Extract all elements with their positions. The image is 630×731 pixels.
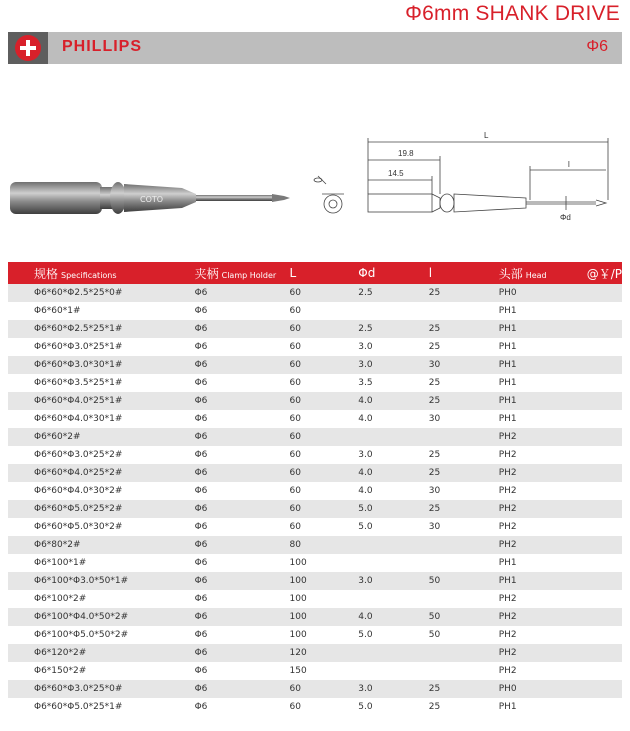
cell-working-length: 25 xyxy=(428,468,441,478)
cell-price xyxy=(583,482,622,500)
cell-diameter: 4.0 xyxy=(358,486,373,496)
table-row xyxy=(8,590,622,608)
table-row xyxy=(8,626,622,644)
header-L: L xyxy=(289,266,297,280)
cell-price xyxy=(583,662,622,680)
cell-diameter xyxy=(354,554,425,572)
cell-clamp: Φ6 xyxy=(194,396,208,406)
cell-price xyxy=(583,536,622,554)
cell-length: 80 xyxy=(289,540,301,550)
dim-d-label: Φd xyxy=(560,213,571,222)
cell-price xyxy=(583,446,622,464)
dim-L-label: L xyxy=(484,131,489,140)
table-row xyxy=(8,338,622,356)
cell-head: PH2 xyxy=(498,468,517,478)
cell-spec: Φ6*100*Φ5.0*50*2# xyxy=(34,630,129,640)
table-row xyxy=(8,554,622,572)
dim-l-label: l xyxy=(568,160,570,169)
cell-head: PH2 xyxy=(498,522,517,532)
cell-clamp: Φ6 xyxy=(194,468,208,478)
cell-price xyxy=(583,572,622,590)
cell-diameter: 5.0 xyxy=(358,702,373,712)
cell-head: PH1 xyxy=(498,378,517,388)
cell-diameter: 3.0 xyxy=(358,684,373,694)
cell-clamp: Φ6 xyxy=(194,486,208,496)
cell-diameter: 5.0 xyxy=(358,522,373,532)
table-row xyxy=(8,698,622,716)
cell-head: PH2 xyxy=(498,450,517,460)
cell-diameter xyxy=(354,662,425,680)
table-body xyxy=(8,284,622,716)
cell-length: 60 xyxy=(289,486,301,496)
cell-clamp: Φ6 xyxy=(194,540,208,550)
header-head: 头部 Head xyxy=(498,266,547,281)
cell-working-length xyxy=(425,644,495,662)
cell-price xyxy=(583,302,622,320)
cell-spec: Φ6*100*Φ4.0*50*2# xyxy=(34,612,129,622)
cell-length: 100 xyxy=(289,630,307,640)
cell-diameter: 5.0 xyxy=(358,630,373,640)
cell-spec: Φ6*60*Φ4.0*30*1# xyxy=(34,414,123,424)
cell-length: 60 xyxy=(289,504,301,514)
cell-clamp: Φ6 xyxy=(194,576,208,586)
table-row xyxy=(8,518,622,536)
cell-spec: Φ6*60*Φ4.0*25*1# xyxy=(34,396,123,406)
table-row xyxy=(8,410,622,428)
cell-head: PH1 xyxy=(498,414,517,424)
table-row xyxy=(8,644,622,662)
cell-head: PH1 xyxy=(498,342,517,352)
cell-spec: Φ6*60*1# xyxy=(34,306,81,316)
cell-length: 60 xyxy=(289,432,301,442)
dim-14-5-label: 14.5 xyxy=(388,169,404,178)
cell-head: PH2 xyxy=(498,666,517,676)
table-row xyxy=(8,464,622,482)
cell-length: 100 xyxy=(289,612,307,622)
cell-head: PH1 xyxy=(498,576,517,586)
cell-price xyxy=(583,464,622,482)
cell-diameter: 4.0 xyxy=(358,396,373,406)
cell-working-length xyxy=(425,428,495,446)
table-row xyxy=(8,374,622,392)
cell-price xyxy=(583,356,622,374)
table-row xyxy=(8,446,622,464)
cell-working-length: 30 xyxy=(428,522,441,532)
cell-clamp: Φ6 xyxy=(194,378,208,388)
cell-clamp: Φ6 xyxy=(194,432,208,442)
phillips-plus-icon xyxy=(8,32,48,64)
table-row xyxy=(8,392,622,410)
cell-working-length: 30 xyxy=(428,414,441,424)
cell-length: 150 xyxy=(289,666,307,676)
cell-diameter xyxy=(354,590,425,608)
cell-spec: Φ6*120*2# xyxy=(34,648,87,658)
cell-length: 60 xyxy=(289,702,301,712)
cell-working-length: 25 xyxy=(428,504,441,514)
cell-length: 60 xyxy=(289,450,301,460)
cell-spec: Φ6*80*2# xyxy=(34,540,81,550)
cell-working-length: 25 xyxy=(428,324,441,334)
cell-spec: Φ6*100*Φ3.0*50*1# xyxy=(34,576,129,586)
cell-clamp: Φ6 xyxy=(194,630,208,640)
cell-working-length: 25 xyxy=(428,288,441,298)
cell-spec: Φ6*60*Φ5.0*25*2# xyxy=(34,504,123,514)
cell-head: PH1 xyxy=(498,360,517,370)
cell-length: 60 xyxy=(289,522,301,532)
cell-working-length xyxy=(425,536,495,554)
cell-clamp: Φ6 xyxy=(194,450,208,460)
cell-spec: Φ6*60*Φ4.0*30*2# xyxy=(34,486,123,496)
header-l: l xyxy=(428,266,433,280)
cell-head: PH2 xyxy=(498,594,517,604)
cell-head: PH2 xyxy=(498,504,517,514)
cell-clamp: Φ6 xyxy=(194,594,208,604)
cell-clamp: Φ6 xyxy=(194,612,208,622)
cell-clamp: Φ6 xyxy=(194,702,208,712)
cell-head: PH1 xyxy=(498,558,517,568)
cell-clamp: Φ6 xyxy=(194,522,208,532)
cell-working-length: 50 xyxy=(428,630,441,640)
cell-head: PH1 xyxy=(498,324,517,334)
cell-diameter: 4.0 xyxy=(358,468,373,478)
cell-diameter: 3.0 xyxy=(358,342,373,352)
cell-working-length xyxy=(425,590,495,608)
cell-price xyxy=(583,392,622,410)
cell-price xyxy=(583,644,622,662)
cell-price xyxy=(583,320,622,338)
cell-diameter xyxy=(354,302,425,320)
cell-working-length: 50 xyxy=(428,576,441,586)
cell-price xyxy=(583,338,622,356)
header-specifications: 规格 Specifications xyxy=(34,266,117,281)
cell-spec: Φ6*60*Φ3.5*25*1# xyxy=(34,378,123,388)
cell-working-length: 30 xyxy=(428,486,441,496)
cell-head: PH1 xyxy=(498,306,517,316)
cell-diameter: 3.0 xyxy=(358,450,373,460)
cell-length: 100 xyxy=(289,576,307,586)
cell-price xyxy=(583,284,622,302)
cell-spec: Φ6*60*Φ3.0*25*2# xyxy=(34,450,123,460)
table-row xyxy=(8,302,622,320)
cell-price xyxy=(583,680,622,698)
bit-brand-text: COTO xyxy=(140,195,164,204)
cell-spec: Φ6*150*2# xyxy=(34,666,87,676)
cell-diameter: 3.5 xyxy=(358,378,373,388)
table-row xyxy=(8,572,622,590)
cell-spec: Φ6*60*Φ2.5*25*1# xyxy=(34,324,123,334)
table-row xyxy=(8,662,622,680)
cell-length: 60 xyxy=(289,342,301,352)
table-row xyxy=(8,284,622,302)
cell-clamp: Φ6 xyxy=(194,360,208,370)
cell-clamp: Φ6 xyxy=(194,324,208,334)
cell-head: PH0 xyxy=(498,684,517,694)
cell-length: 60 xyxy=(289,378,301,388)
cell-length: 120 xyxy=(289,648,307,658)
cell-head: PH2 xyxy=(498,648,517,658)
cell-spec: Φ6*60*Φ5.0*25*1# xyxy=(34,702,123,712)
cell-clamp: Φ6 xyxy=(194,504,208,514)
cell-working-length: 30 xyxy=(428,360,441,370)
cell-price xyxy=(583,410,622,428)
cell-head: PH2 xyxy=(498,432,517,442)
cell-length: 60 xyxy=(289,360,301,370)
cell-price xyxy=(583,428,622,446)
cell-length: 60 xyxy=(289,684,301,694)
shank-size-label: Φ6 xyxy=(586,38,608,55)
spec-table xyxy=(8,262,622,716)
cell-length: 100 xyxy=(289,558,307,568)
cell-length: 60 xyxy=(289,414,301,424)
cell-clamp: Φ6 xyxy=(194,648,208,658)
cell-diameter: 3.0 xyxy=(358,576,373,586)
cell-working-length xyxy=(425,662,495,680)
cell-working-length: 25 xyxy=(428,342,441,352)
cell-price xyxy=(583,518,622,536)
header-clamp-holder: 夹柄 Clamp Holder xyxy=(194,266,277,281)
cell-clamp: Φ6 xyxy=(194,288,208,298)
cell-working-length: 50 xyxy=(428,612,441,622)
section-title: PHILLIPS xyxy=(62,38,143,55)
table-row xyxy=(8,482,622,500)
section-header-bar xyxy=(8,32,622,64)
cell-working-length xyxy=(425,302,495,320)
cell-clamp: Φ6 xyxy=(194,342,208,352)
cell-diameter: 4.0 xyxy=(358,612,373,622)
cell-price xyxy=(583,698,622,716)
table-row xyxy=(8,356,622,374)
cell-length: 60 xyxy=(289,468,301,478)
table-row xyxy=(8,320,622,338)
cell-working-length xyxy=(425,554,495,572)
cell-diameter: 2.5 xyxy=(358,324,373,334)
cell-length: 60 xyxy=(289,306,301,316)
cell-diameter: 4.0 xyxy=(358,414,373,424)
dimension-drawing xyxy=(0,120,630,230)
header-d: Φd xyxy=(358,266,376,280)
cell-clamp: Φ6 xyxy=(194,684,208,694)
cell-working-length: 25 xyxy=(428,450,441,460)
cell-price xyxy=(583,374,622,392)
cell-working-length: 25 xyxy=(428,378,441,388)
cell-length: 60 xyxy=(289,288,301,298)
cell-price xyxy=(583,554,622,572)
cell-clamp: Φ6 xyxy=(194,666,208,676)
cell-working-length: 25 xyxy=(428,702,441,712)
cell-price xyxy=(583,626,622,644)
cell-head: PH1 xyxy=(498,702,517,712)
header-price: @￥/P xyxy=(586,266,622,281)
cell-clamp: Φ6 xyxy=(194,558,208,568)
cell-spec: Φ6*60*Φ5.0*30*2# xyxy=(34,522,123,532)
cell-clamp: Φ6 xyxy=(194,306,208,316)
catalog-title: Φ6mm SHANK DRIVE xyxy=(405,2,620,25)
dim-19-8-label: 19.8 xyxy=(398,149,414,158)
cell-length: 60 xyxy=(289,396,301,406)
cell-length: 100 xyxy=(289,594,307,604)
table-row xyxy=(8,500,622,518)
table-header-row xyxy=(8,262,622,284)
cell-price xyxy=(583,590,622,608)
cell-diameter xyxy=(354,644,425,662)
cell-spec: Φ6*100*1# xyxy=(34,558,87,568)
cell-spec: Φ6*100*2# xyxy=(34,594,87,604)
cell-diameter: 2.5 xyxy=(358,288,373,298)
cell-price xyxy=(583,500,622,518)
cell-spec: Φ6*60*Φ4.0*25*2# xyxy=(34,468,123,478)
cell-working-length: 25 xyxy=(428,396,441,406)
cell-head: PH0 xyxy=(498,288,517,298)
table-row xyxy=(8,608,622,626)
cell-spec: Φ6*60*Φ3.0*25*1# xyxy=(34,342,123,352)
cell-diameter xyxy=(354,536,425,554)
cell-head: PH1 xyxy=(498,396,517,406)
cell-diameter: 5.0 xyxy=(358,504,373,514)
cell-head: PH2 xyxy=(498,486,517,496)
table-row xyxy=(8,428,622,446)
cell-spec: Φ6*60*Φ3.0*30*1# xyxy=(34,360,123,370)
cell-length: 60 xyxy=(289,324,301,334)
cell-price xyxy=(583,608,622,626)
cell-spec: Φ6*60*Φ2.5*25*0# xyxy=(34,288,123,298)
cell-working-length: 25 xyxy=(428,684,441,694)
cell-head: PH2 xyxy=(498,630,517,640)
table-row xyxy=(8,680,622,698)
cell-clamp: Φ6 xyxy=(194,414,208,424)
cell-head: PH2 xyxy=(498,612,517,622)
cell-diameter xyxy=(354,428,425,446)
cell-spec: Φ6*60*Φ3.0*25*0# xyxy=(34,684,123,694)
cell-head: PH2 xyxy=(498,540,517,550)
table-row xyxy=(8,536,622,554)
cell-spec: Φ6*60*2# xyxy=(34,432,81,442)
cell-diameter: 3.0 xyxy=(358,360,373,370)
